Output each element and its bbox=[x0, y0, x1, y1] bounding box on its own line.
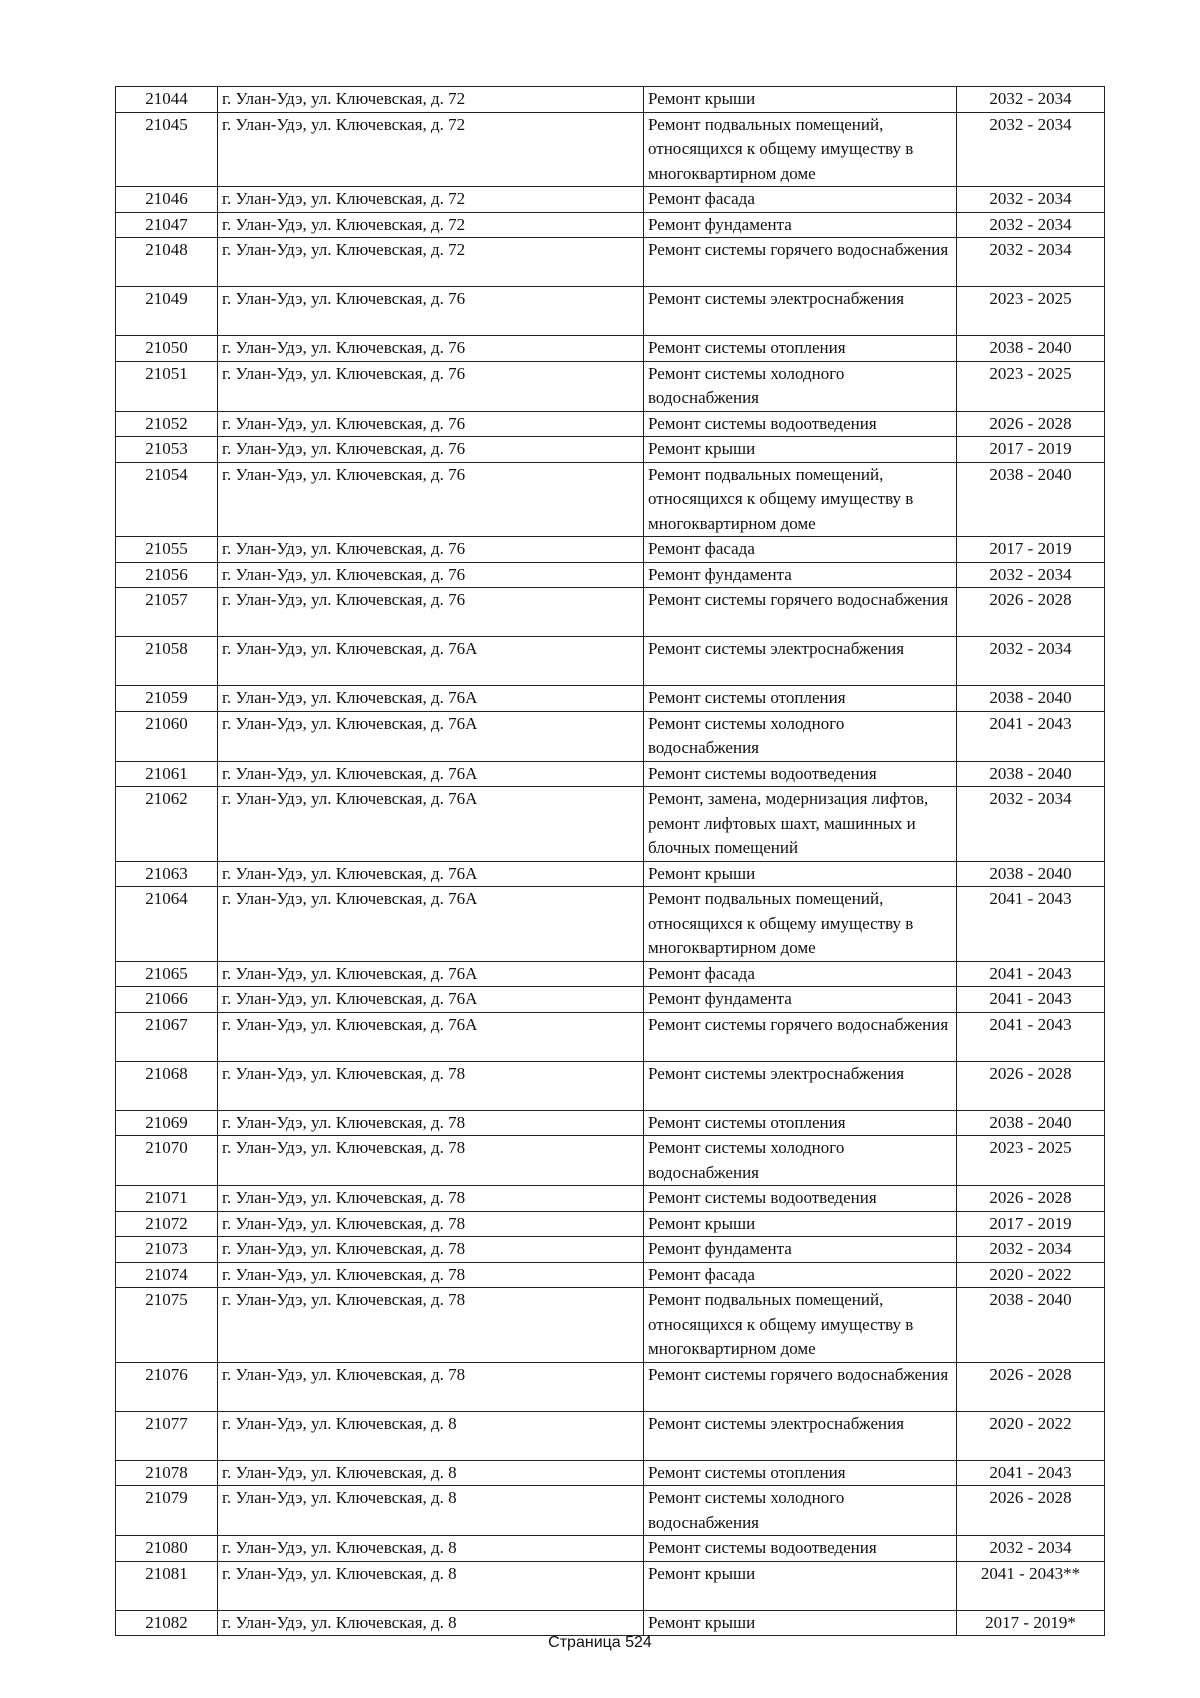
table-row bbox=[116, 1460, 1105, 1486]
table-row bbox=[116, 887, 1105, 962]
row-id-cell: 21064 bbox=[116, 887, 218, 962]
work-type-cell: Ремонт системы водоотведения bbox=[644, 761, 957, 787]
row-id-cell: 21075 bbox=[116, 1288, 218, 1363]
table-row bbox=[116, 1012, 1105, 1061]
address-cell: г. Улан-Удэ, ул. Ключевская, д. 78 bbox=[218, 1136, 644, 1186]
row-id-cell: 21074 bbox=[116, 1262, 218, 1288]
row-id-cell: 21077 bbox=[116, 1411, 218, 1460]
period-cell: 2032 - 2034 bbox=[957, 238, 1105, 287]
period-cell: 2026 - 2028 bbox=[957, 1061, 1105, 1110]
work-type-cell: Ремонт системы горячего водоснабжения bbox=[644, 588, 957, 637]
work-type-cell: Ремонт системы водоотведения bbox=[644, 1186, 957, 1212]
address-cell: г. Улан-Удэ, ул. Ключевская, д. 76А bbox=[218, 861, 644, 887]
table-row bbox=[116, 1536, 1105, 1562]
address-cell: г. Улан-Удэ, ул. Ключевская, д. 78 bbox=[218, 1237, 644, 1263]
table-row bbox=[116, 1061, 1105, 1110]
period-cell: 2032 - 2034 bbox=[957, 212, 1105, 238]
table-row bbox=[116, 437, 1105, 463]
table-row bbox=[116, 1110, 1105, 1136]
table-row bbox=[116, 411, 1105, 437]
row-id-cell: 21080 bbox=[116, 1536, 218, 1562]
table-row bbox=[116, 761, 1105, 787]
period-cell: 2038 - 2040 bbox=[957, 861, 1105, 887]
row-id-cell: 21054 bbox=[116, 462, 218, 537]
table-row bbox=[116, 588, 1105, 637]
table-row bbox=[116, 87, 1105, 113]
period-cell: 2032 - 2034 bbox=[957, 637, 1105, 686]
work-type-cell: Ремонт системы электроснабжения bbox=[644, 1061, 957, 1110]
work-type-cell: Ремонт системы отопления bbox=[644, 686, 957, 712]
row-id-cell: 21050 bbox=[116, 336, 218, 362]
address-cell: г. Улан-Удэ, ул. Ключевская, д. 8 bbox=[218, 1561, 644, 1610]
period-cell: 2038 - 2040 bbox=[957, 336, 1105, 362]
work-type-cell: Ремонт крыши bbox=[644, 87, 957, 113]
page-number: Страница 524 bbox=[548, 1634, 652, 1651]
table-row bbox=[116, 112, 1105, 187]
table-row bbox=[116, 336, 1105, 362]
period-cell: 2041 - 2043** bbox=[957, 1561, 1105, 1610]
row-id-cell: 21078 bbox=[116, 1460, 218, 1486]
work-type-cell: Ремонт системы горячего водоснабжения bbox=[644, 1362, 957, 1411]
work-type-cell: Ремонт, замена, модернизация лифтов, ремонт лифтовых шахт, машинных и блочных помещений bbox=[644, 787, 957, 862]
table-row bbox=[116, 287, 1105, 336]
period-cell: 2026 - 2028 bbox=[957, 1486, 1105, 1536]
work-type-cell: Ремонт подвальных помещений, относящихся к общему имуществу в многоквартирном доме bbox=[644, 112, 957, 187]
address-cell: г. Улан-Удэ, ул. Ключевская, д. 76А bbox=[218, 787, 644, 862]
address-cell: г. Улан-Удэ, ул. Ключевская, д. 78 bbox=[218, 1288, 644, 1363]
period-cell: 2038 - 2040 bbox=[957, 761, 1105, 787]
table-row bbox=[116, 1411, 1105, 1460]
period-cell: 2026 - 2028 bbox=[957, 411, 1105, 437]
address-cell: г. Улан-Удэ, ул. Ключевская, д. 76 bbox=[218, 411, 644, 437]
work-type-cell: Ремонт системы холодного водоснабжения bbox=[644, 1136, 957, 1186]
address-cell: г. Улан-Удэ, ул. Ключевская, д. 76А bbox=[218, 961, 644, 987]
address-cell: г. Улан-Удэ, ул. Ключевская, д. 76А bbox=[218, 686, 644, 712]
row-id-cell: 21049 bbox=[116, 287, 218, 336]
table-row bbox=[116, 1211, 1105, 1237]
period-cell: 2038 - 2040 bbox=[957, 1288, 1105, 1363]
address-cell: г. Улан-Удэ, ул. Ключевская, д. 76А bbox=[218, 1012, 644, 1061]
row-id-cell: 21061 bbox=[116, 761, 218, 787]
period-cell: 2023 - 2025 bbox=[957, 1136, 1105, 1186]
work-type-cell: Ремонт фасада bbox=[644, 187, 957, 213]
address-cell: г. Улан-Удэ, ул. Ключевская, д. 76А bbox=[218, 637, 644, 686]
row-id-cell: 21076 bbox=[116, 1362, 218, 1411]
row-id-cell: 21056 bbox=[116, 562, 218, 588]
address-cell: г. Улан-Удэ, ул. Ключевская, д. 8 bbox=[218, 1486, 644, 1536]
work-type-cell: Ремонт фасада bbox=[644, 537, 957, 563]
address-cell: г. Улан-Удэ, ул. Ключевская, д. 76 bbox=[218, 562, 644, 588]
work-type-cell: Ремонт системы электроснабжения bbox=[644, 287, 957, 336]
address-cell: г. Улан-Удэ, ул. Ключевская, д. 8 bbox=[218, 1536, 644, 1562]
address-cell: г. Улан-Удэ, ул. Ключевская, д. 76 bbox=[218, 336, 644, 362]
row-id-cell: 21071 bbox=[116, 1186, 218, 1212]
period-cell: 2032 - 2034 bbox=[957, 562, 1105, 588]
row-id-cell: 21067 bbox=[116, 1012, 218, 1061]
work-type-cell: Ремонт подвальных помещений, относящихся к общему имуществу в многоквартирном доме bbox=[644, 887, 957, 962]
work-type-cell: Ремонт системы холодного водоснабжения bbox=[644, 711, 957, 761]
work-type-cell: Ремонт крыши bbox=[644, 1610, 957, 1636]
address-cell: г. Улан-Удэ, ул. Ключевская, д. 76 bbox=[218, 588, 644, 637]
work-type-cell: Ремонт системы горячего водоснабжения bbox=[644, 238, 957, 287]
table-row bbox=[116, 562, 1105, 588]
work-type-cell: Ремонт системы холодного водоснабжения bbox=[644, 361, 957, 411]
table-row bbox=[116, 1610, 1105, 1636]
row-id-cell: 21045 bbox=[116, 112, 218, 187]
table-row bbox=[116, 1237, 1105, 1263]
period-cell: 2026 - 2028 bbox=[957, 1186, 1105, 1212]
work-type-cell: Ремонт системы электроснабжения bbox=[644, 637, 957, 686]
address-cell: г. Улан-Удэ, ул. Ключевская, д. 76 bbox=[218, 437, 644, 463]
table-row bbox=[116, 861, 1105, 887]
period-cell: 2032 - 2034 bbox=[957, 1536, 1105, 1562]
row-id-cell: 21066 bbox=[116, 987, 218, 1013]
address-cell: г. Улан-Удэ, ул. Ключевская, д. 8 bbox=[218, 1460, 644, 1486]
work-type-cell: Ремонт крыши bbox=[644, 861, 957, 887]
address-cell: г. Улан-Удэ, ул. Ключевская, д. 78 bbox=[218, 1262, 644, 1288]
period-cell: 2020 - 2022 bbox=[957, 1411, 1105, 1460]
period-cell: 2038 - 2040 bbox=[957, 1110, 1105, 1136]
period-cell: 2017 - 2019* bbox=[957, 1610, 1105, 1636]
address-cell: г. Улан-Удэ, ул. Ключевская, д. 76 bbox=[218, 287, 644, 336]
row-id-cell: 21047 bbox=[116, 212, 218, 238]
work-type-cell: Ремонт фундамента bbox=[644, 212, 957, 238]
address-cell: г. Улан-Удэ, ул. Ключевская, д. 76 bbox=[218, 537, 644, 563]
address-cell: г. Улан-Удэ, ул. Ключевская, д. 76А bbox=[218, 761, 644, 787]
work-type-cell: Ремонт фундамента bbox=[644, 987, 957, 1013]
address-cell: г. Улан-Удэ, ул. Ключевская, д. 78 bbox=[218, 1362, 644, 1411]
address-cell: г. Улан-Удэ, ул. Ключевская, д. 76 bbox=[218, 361, 644, 411]
period-cell: 2041 - 2043 bbox=[957, 887, 1105, 962]
table-row bbox=[116, 1186, 1105, 1212]
period-cell: 2026 - 2028 bbox=[957, 1362, 1105, 1411]
address-cell: г. Улан-Удэ, ул. Ключевская, д. 8 bbox=[218, 1610, 644, 1636]
address-cell: г. Улан-Удэ, ул. Ключевская, д. 8 bbox=[218, 1411, 644, 1460]
row-id-cell: 21059 bbox=[116, 686, 218, 712]
table-row bbox=[116, 787, 1105, 862]
period-cell: 2041 - 2043 bbox=[957, 1460, 1105, 1486]
period-cell: 2023 - 2025 bbox=[957, 361, 1105, 411]
address-cell: г. Улан-Удэ, ул. Ключевская, д. 78 bbox=[218, 1061, 644, 1110]
row-id-cell: 21053 bbox=[116, 437, 218, 463]
period-cell: 2020 - 2022 bbox=[957, 1262, 1105, 1288]
address-cell: г. Улан-Удэ, ул. Ключевская, д. 76А bbox=[218, 711, 644, 761]
table-row bbox=[116, 686, 1105, 712]
work-type-cell: Ремонт крыши bbox=[644, 1561, 957, 1610]
table-row bbox=[116, 1288, 1105, 1363]
table-row bbox=[116, 537, 1105, 563]
row-id-cell: 21065 bbox=[116, 961, 218, 987]
table-row bbox=[116, 187, 1105, 213]
table-row bbox=[116, 987, 1105, 1013]
work-type-cell: Ремонт системы отопления bbox=[644, 1110, 957, 1136]
work-type-cell: Ремонт системы холодного водоснабжения bbox=[644, 1486, 957, 1536]
address-cell: г. Улан-Удэ, ул. Ключевская, д. 72 bbox=[218, 87, 644, 113]
work-type-cell: Ремонт фундамента bbox=[644, 562, 957, 588]
period-cell: 2032 - 2034 bbox=[957, 187, 1105, 213]
repair-schedule-table bbox=[115, 86, 1105, 1636]
row-id-cell: 21069 bbox=[116, 1110, 218, 1136]
row-id-cell: 21073 bbox=[116, 1237, 218, 1263]
period-cell: 2023 - 2025 bbox=[957, 287, 1105, 336]
row-id-cell: 21051 bbox=[116, 361, 218, 411]
address-cell: г. Улан-Удэ, ул. Ключевская, д. 78 bbox=[218, 1110, 644, 1136]
work-type-cell: Ремонт системы водоотведения bbox=[644, 1536, 957, 1562]
address-cell: г. Улан-Удэ, ул. Ключевская, д. 78 bbox=[218, 1211, 644, 1237]
period-cell: 2041 - 2043 bbox=[957, 987, 1105, 1013]
work-type-cell: Ремонт системы электроснабжения bbox=[644, 1411, 957, 1460]
address-cell: г. Улан-Удэ, ул. Ключевская, д. 76А bbox=[218, 887, 644, 962]
period-cell: 2032 - 2034 bbox=[957, 87, 1105, 113]
work-type-cell: Ремонт системы водоотведения bbox=[644, 411, 957, 437]
row-id-cell: 21057 bbox=[116, 588, 218, 637]
period-cell: 2041 - 2043 bbox=[957, 1012, 1105, 1061]
work-type-cell: Ремонт системы отопления bbox=[644, 1460, 957, 1486]
row-id-cell: 21044 bbox=[116, 87, 218, 113]
row-id-cell: 21062 bbox=[116, 787, 218, 862]
row-id-cell: 21052 bbox=[116, 411, 218, 437]
period-cell: 2032 - 2034 bbox=[957, 112, 1105, 187]
period-cell: 2038 - 2040 bbox=[957, 462, 1105, 537]
table-row bbox=[116, 1561, 1105, 1610]
period-cell: 2032 - 2034 bbox=[957, 787, 1105, 862]
period-cell: 2032 - 2034 bbox=[957, 1237, 1105, 1263]
table-row bbox=[116, 1136, 1105, 1186]
work-type-cell: Ремонт подвальных помещений, относящихся к общему имуществу в многоквартирном доме bbox=[644, 1288, 957, 1363]
row-id-cell: 21046 bbox=[116, 187, 218, 213]
row-id-cell: 21082 bbox=[116, 1610, 218, 1636]
period-cell: 2038 - 2040 bbox=[957, 686, 1105, 712]
work-type-cell: Ремонт крыши bbox=[644, 1211, 957, 1237]
period-cell: 2017 - 2019 bbox=[957, 1211, 1105, 1237]
table-row bbox=[116, 238, 1105, 287]
row-id-cell: 21070 bbox=[116, 1136, 218, 1186]
period-cell: 2041 - 2043 bbox=[957, 711, 1105, 761]
row-id-cell: 21058 bbox=[116, 637, 218, 686]
row-id-cell: 21079 bbox=[116, 1486, 218, 1536]
row-id-cell: 21072 bbox=[116, 1211, 218, 1237]
table-row bbox=[116, 462, 1105, 537]
row-id-cell: 21068 bbox=[116, 1061, 218, 1110]
table-row bbox=[116, 711, 1105, 761]
row-id-cell: 21060 bbox=[116, 711, 218, 761]
row-id-cell: 21081 bbox=[116, 1561, 218, 1610]
period-cell: 2017 - 2019 bbox=[957, 537, 1105, 563]
work-type-cell: Ремонт крыши bbox=[644, 437, 957, 463]
address-cell: г. Улан-Удэ, ул. Ключевская, д. 72 bbox=[218, 212, 644, 238]
row-id-cell: 21048 bbox=[116, 238, 218, 287]
table-row bbox=[116, 1362, 1105, 1411]
address-cell: г. Улан-Удэ, ул. Ключевская, д. 72 bbox=[218, 112, 644, 187]
table-row bbox=[116, 637, 1105, 686]
work-type-cell: Ремонт системы горячего водоснабжения bbox=[644, 1012, 957, 1061]
work-type-cell: Ремонт фасада bbox=[644, 961, 957, 987]
period-cell: 2041 - 2043 bbox=[957, 961, 1105, 987]
work-type-cell: Ремонт системы отопления bbox=[644, 336, 957, 362]
table-row bbox=[116, 212, 1105, 238]
table-row bbox=[116, 361, 1105, 411]
row-id-cell: 21055 bbox=[116, 537, 218, 563]
table-row bbox=[116, 961, 1105, 987]
address-cell: г. Улан-Удэ, ул. Ключевская, д. 72 bbox=[218, 187, 644, 213]
row-id-cell: 21063 bbox=[116, 861, 218, 887]
address-cell: г. Улан-Удэ, ул. Ключевская, д. 76А bbox=[218, 987, 644, 1013]
address-cell: г. Улан-Удэ, ул. Ключевская, д. 76 bbox=[218, 462, 644, 537]
table-row bbox=[116, 1486, 1105, 1536]
period-cell: 2026 - 2028 bbox=[957, 588, 1105, 637]
address-cell: г. Улан-Удэ, ул. Ключевская, д. 72 bbox=[218, 238, 644, 287]
address-cell: г. Улан-Удэ, ул. Ключевская, д. 78 bbox=[218, 1186, 644, 1212]
work-type-cell: Ремонт фундамента bbox=[644, 1237, 957, 1263]
period-cell: 2017 - 2019 bbox=[957, 437, 1105, 463]
work-type-cell: Ремонт подвальных помещений, относящихся к общему имуществу в многоквартирном доме bbox=[644, 462, 957, 537]
work-type-cell: Ремонт фасада bbox=[644, 1262, 957, 1288]
table-row bbox=[116, 1262, 1105, 1288]
table-body bbox=[116, 87, 1105, 1636]
